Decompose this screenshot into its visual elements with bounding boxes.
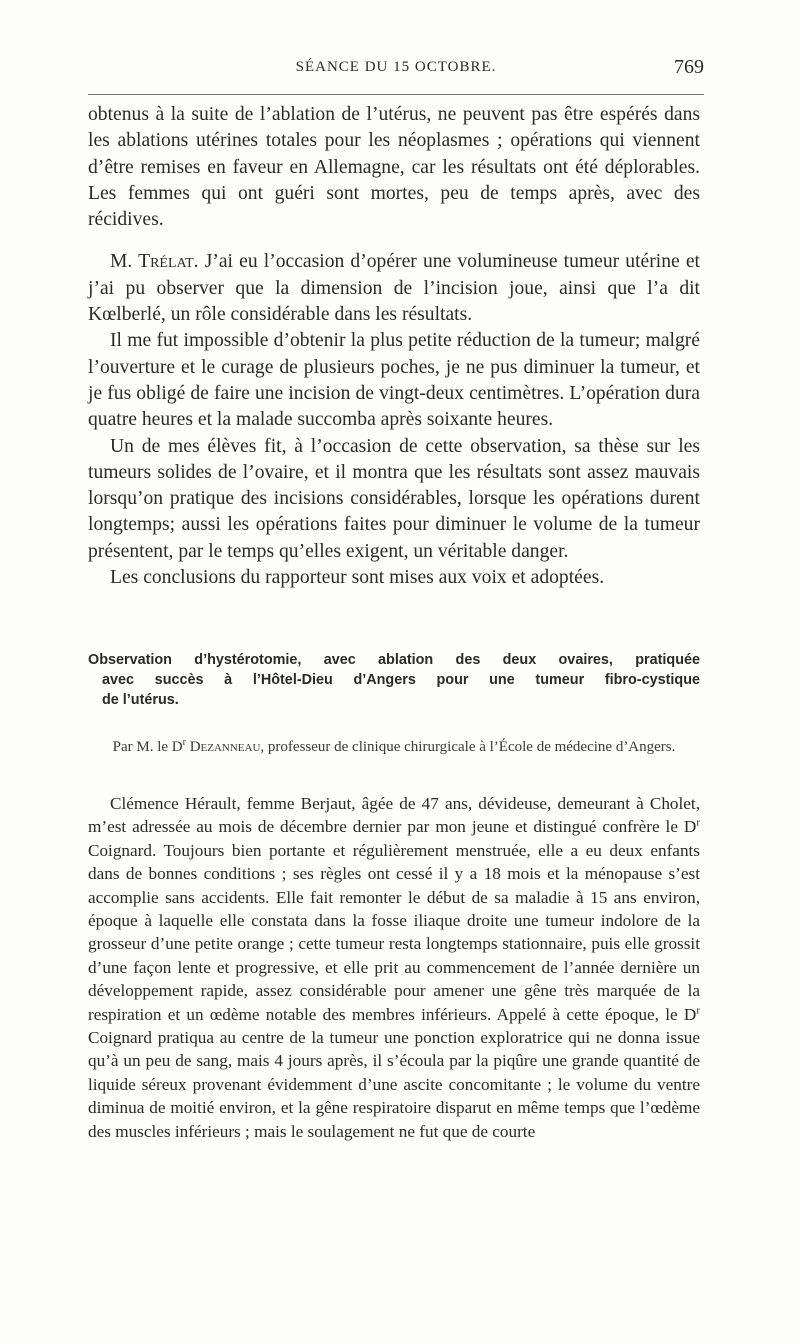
case-sup-2: r xyxy=(696,1003,700,1016)
byline-doctor-sup: r xyxy=(182,737,186,748)
observation-title-line-3: de l’utérus. xyxy=(102,692,179,708)
observation-title-line-2: avec succès à l’Hôtel-Dieu d’Angers pour une tumeur fibro-cystique xyxy=(102,672,700,688)
main-text xyxy=(88,102,700,591)
author-byline xyxy=(88,733,700,757)
header-rule xyxy=(88,94,704,95)
case-text-3: Coignard pratiqua au centre de la tumeur une ponction exploratrice qui ne donna issue qu’à un peu de sang, mais 4 jours après, il s’écoula par la piqûre une grande quantité de liquide séreux provenant évidemment d’une ascite concomitante ; le volume du ventre diminua de moitié environ, et la gêne respiratoire disparut en même temps que l’œdème des muscles inférieurs ; mais le soulagement ne fut que de courte xyxy=(88,1028,700,1141)
byline-prefix: Par M. le D xyxy=(112,739,183,755)
speaker-name: M. Trélat. xyxy=(110,251,199,273)
case-sup-1: r xyxy=(696,816,700,829)
page-number: 769 xyxy=(674,56,704,78)
paragraph-thesis: Un de mes élèves fit, à l’occasion de cette observation, sa thèse sur les tumeurs solides de l’ovaire, et il montra que les résultats sont assez mauvais lorsqu’on pratique des incisions considérables, lorsque les opérations durent longtemps; aussi les opérations faites pour diminuer le volume de la tumeur présentent, par le temps qu’elles exigent, un véritable danger. xyxy=(88,435,700,562)
case-text-1: Clémence Hérault, femme Berjaut, âgée de 47 ans, dévideuse, demeurant à Cholet, m’est adressée au mois de décembre dernier par mon jeune et distingué confrère le D xyxy=(88,794,700,837)
case-report xyxy=(88,792,700,1143)
case-text-2: Coignard. Toujours bien portante et régulièrement menstruée, elle a eu deux enfants dans de bonnes conditions ; ses règles ont cessé il y a 18 mois et la ménopause s’est accomplie sans accidents. Elle fait remonter le début de sa maladie à 15 ans environ, époque à laquelle elle constata dans la fosse iliaque droite une tumeur indolore de la grosseur d’une petite orange ; cette tumeur resta longtemps stationnaire, puis elle grossit d’une façon lente et progressive, et elle prit au commencement de l’année dernière un développement rapide, assez considérable pour amener une gêne très marquée de la respiration et un œdème notable des membres inférieurs. Appelé à cette époque, le D xyxy=(88,840,700,1024)
observation-title xyxy=(88,650,700,710)
paragraph-trelat-text: J’ai eu l’occasion d’opérer une volumineuse tumeur utérine et j’ai pu observer que la dimension de l’incision joue, ainsi que l’a dit Kœlberlé, un rôle considérable dans les résultats. xyxy=(88,251,700,326)
running-title: SÉANCE DU 15 OCTOBRE. xyxy=(295,59,497,75)
paragraph-continued: obtenus à la suite de l’ablation de l’utérus, ne peuvent pas être espérés dans les ablations utérines totales pour les néoplasmes ; opérations qui viennent d’être remises en faveur en Allemagne, car les résultats ont été déplorables. Les femmes qui ont guéri sont mortes, peu de temps après, avec des récidives. xyxy=(88,104,700,231)
observation-title-line-1: Observation d’hystérotomie, avec ablation des deux ovaires, pratiquée xyxy=(88,652,700,668)
paragraph-reduction: Il me fut impossible d’obtenir la plus petite réduction de la tumeur; malgré l’ouverture et le curage de plusieurs poches, je ne pus diminuer la tumeur, et je fus obligé de faire une incision de vingt-deux centimètres. L’opération dura quatre heures et la malade succomba après soixante heures. xyxy=(88,330,700,431)
running-head xyxy=(88,56,704,82)
paragraph-trelat xyxy=(88,249,700,328)
paragraph-conclusions: Les conclusions du rapporteur sont mises aux voix et adoptées. xyxy=(110,567,605,589)
byline-affiliation: professeur de clinique chirurgicale à l’École de médecine d’Angers. xyxy=(264,739,676,755)
case-paragraph xyxy=(88,792,700,1143)
byline-author: Dezanneau, xyxy=(185,739,265,755)
